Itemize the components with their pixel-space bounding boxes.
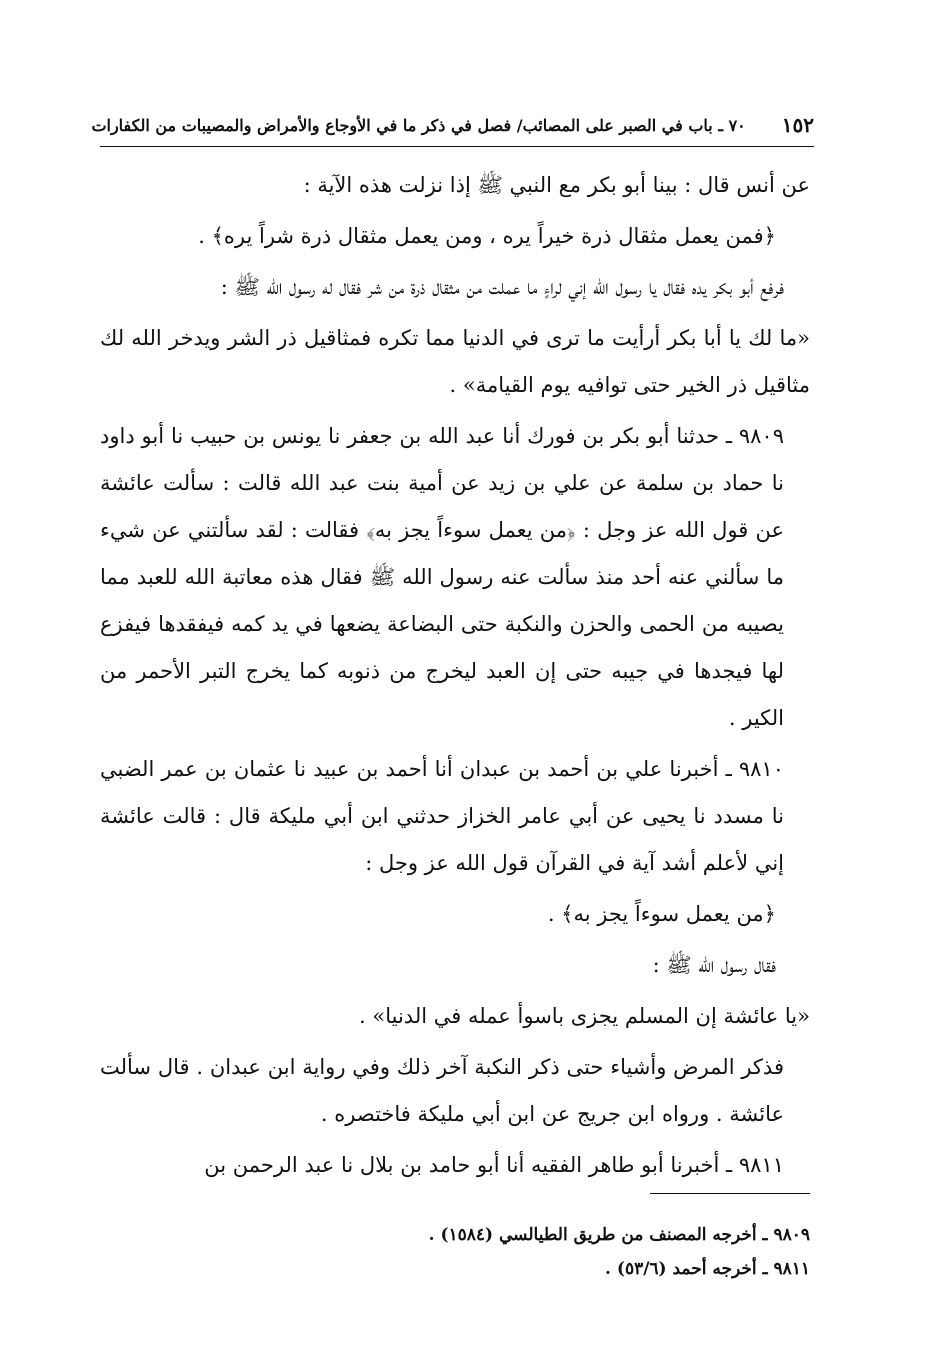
footnote: ٩٨٠٩ ـ أخرجه المصنف من طريق الطيالسي (١٥٨٤) . <box>428 1225 810 1245</box>
footnote: ٩٨١١ ـ أخرجه أحمد (٥٣/٦) . <box>605 1259 810 1279</box>
header-rule <box>100 146 814 147</box>
quran-quote: ﴿من يعمل سوءاً يجز به﴾ . <box>547 902 776 926</box>
footnote-rule <box>650 1193 810 1194</box>
paragraph: عن أنس قال : بينا أبو بكر مع النبي ﷺ إذا نزلت هذه الآية : <box>303 173 810 197</box>
hadith-quote: «يا عائشة إن المسلم يجزى باسوأ عمله في الدنيا» . <box>359 1004 810 1028</box>
footnotes <box>300 1218 810 1286</box>
page-number: ١٥٢ <box>781 113 814 137</box>
hadith-quote: «ما لك يا أبا بكر أرأيت ما ترى في الدنيا مما تكره فمثاقيل ذر الشر ويدخر الله لك مثاقيل ذر الخير حتى توافيه يوم القيامة» . <box>100 326 810 397</box>
hadith-9809: ٩٨٠٩ ـ حدثنا أبو بكر بن فورك أنا عبد الله بن جعفر نا يونس بن حبيب نا أبو داود نا حماد بن سلمة عن علي بن زيد عن أمية بنت عبد الله قالت : سألت عائشة عن قول الله عز وجل : ﴿من يعمل سوءاً يجز به﴾ فقالت : لقد سألتني عن شيء ما سألني عنه أحد منذ سألت عنه رسول الله ﷺ فقال هذه معاتبة الله للعبد مما يصيبه من الحمى والحزن والنكبة حتى البضاعة يضعها في يد كمه فيفقدها فيفزع لها فيجدها في جيبه حتى إن العبد ليخرج من ذنوبه كما يخرج التبر الأحمر من الكير . <box>100 424 784 730</box>
hadith-9810: ٩٨١٠ ـ أخبرنا علي بن أحمد بن عبدان أنا أحمد بن عبيد نا عثمان بن عمر الضبي نا مسدد نا يحيى عن أبي عامر الخزاز حدثني ابن أبي مليكة قال : قالت عائشة إني لأعلم أشد آية في القرآن قول الله عز وجل : <box>100 757 784 875</box>
quran-quote: ﴿فمن يعمل مثقال ذرة خيراً يره ، ومن يعمل مثقال ذرة شراً يره﴾ . <box>198 224 776 248</box>
running-header <box>91 108 814 142</box>
paragraph: فذكر المرض وأشياء حتى ذكر النكبة آخر ذلك وفي رواية ابن عبدان . قال سألت عائشة . ورواه ابن جريج عن ابن أبي مليكة فاختصره . <box>100 1055 784 1126</box>
main-text <box>100 162 810 1193</box>
paragraph: فقال رسول الله ﷺ : <box>652 953 776 977</box>
paragraph: فرفع أبو بكر يده فقال يا رسول الله إني لراءٍ ما عملت من مثقال ذرة من شر فقال له رسول الله ﷺ : <box>220 275 784 299</box>
header-title: ٧٠ ـ باب في الصبر على المصائب/ فصل في ذكر ما في الأوجاع والأمراض والمصيبات من الكفارات <box>91 115 746 135</box>
hadith-9811: ٩٨١١ ـ أخبرنا أبو طاهر الفقيه أنا أبو حامد بن بلال نا عبد الرحمن بن <box>204 1153 784 1177</box>
